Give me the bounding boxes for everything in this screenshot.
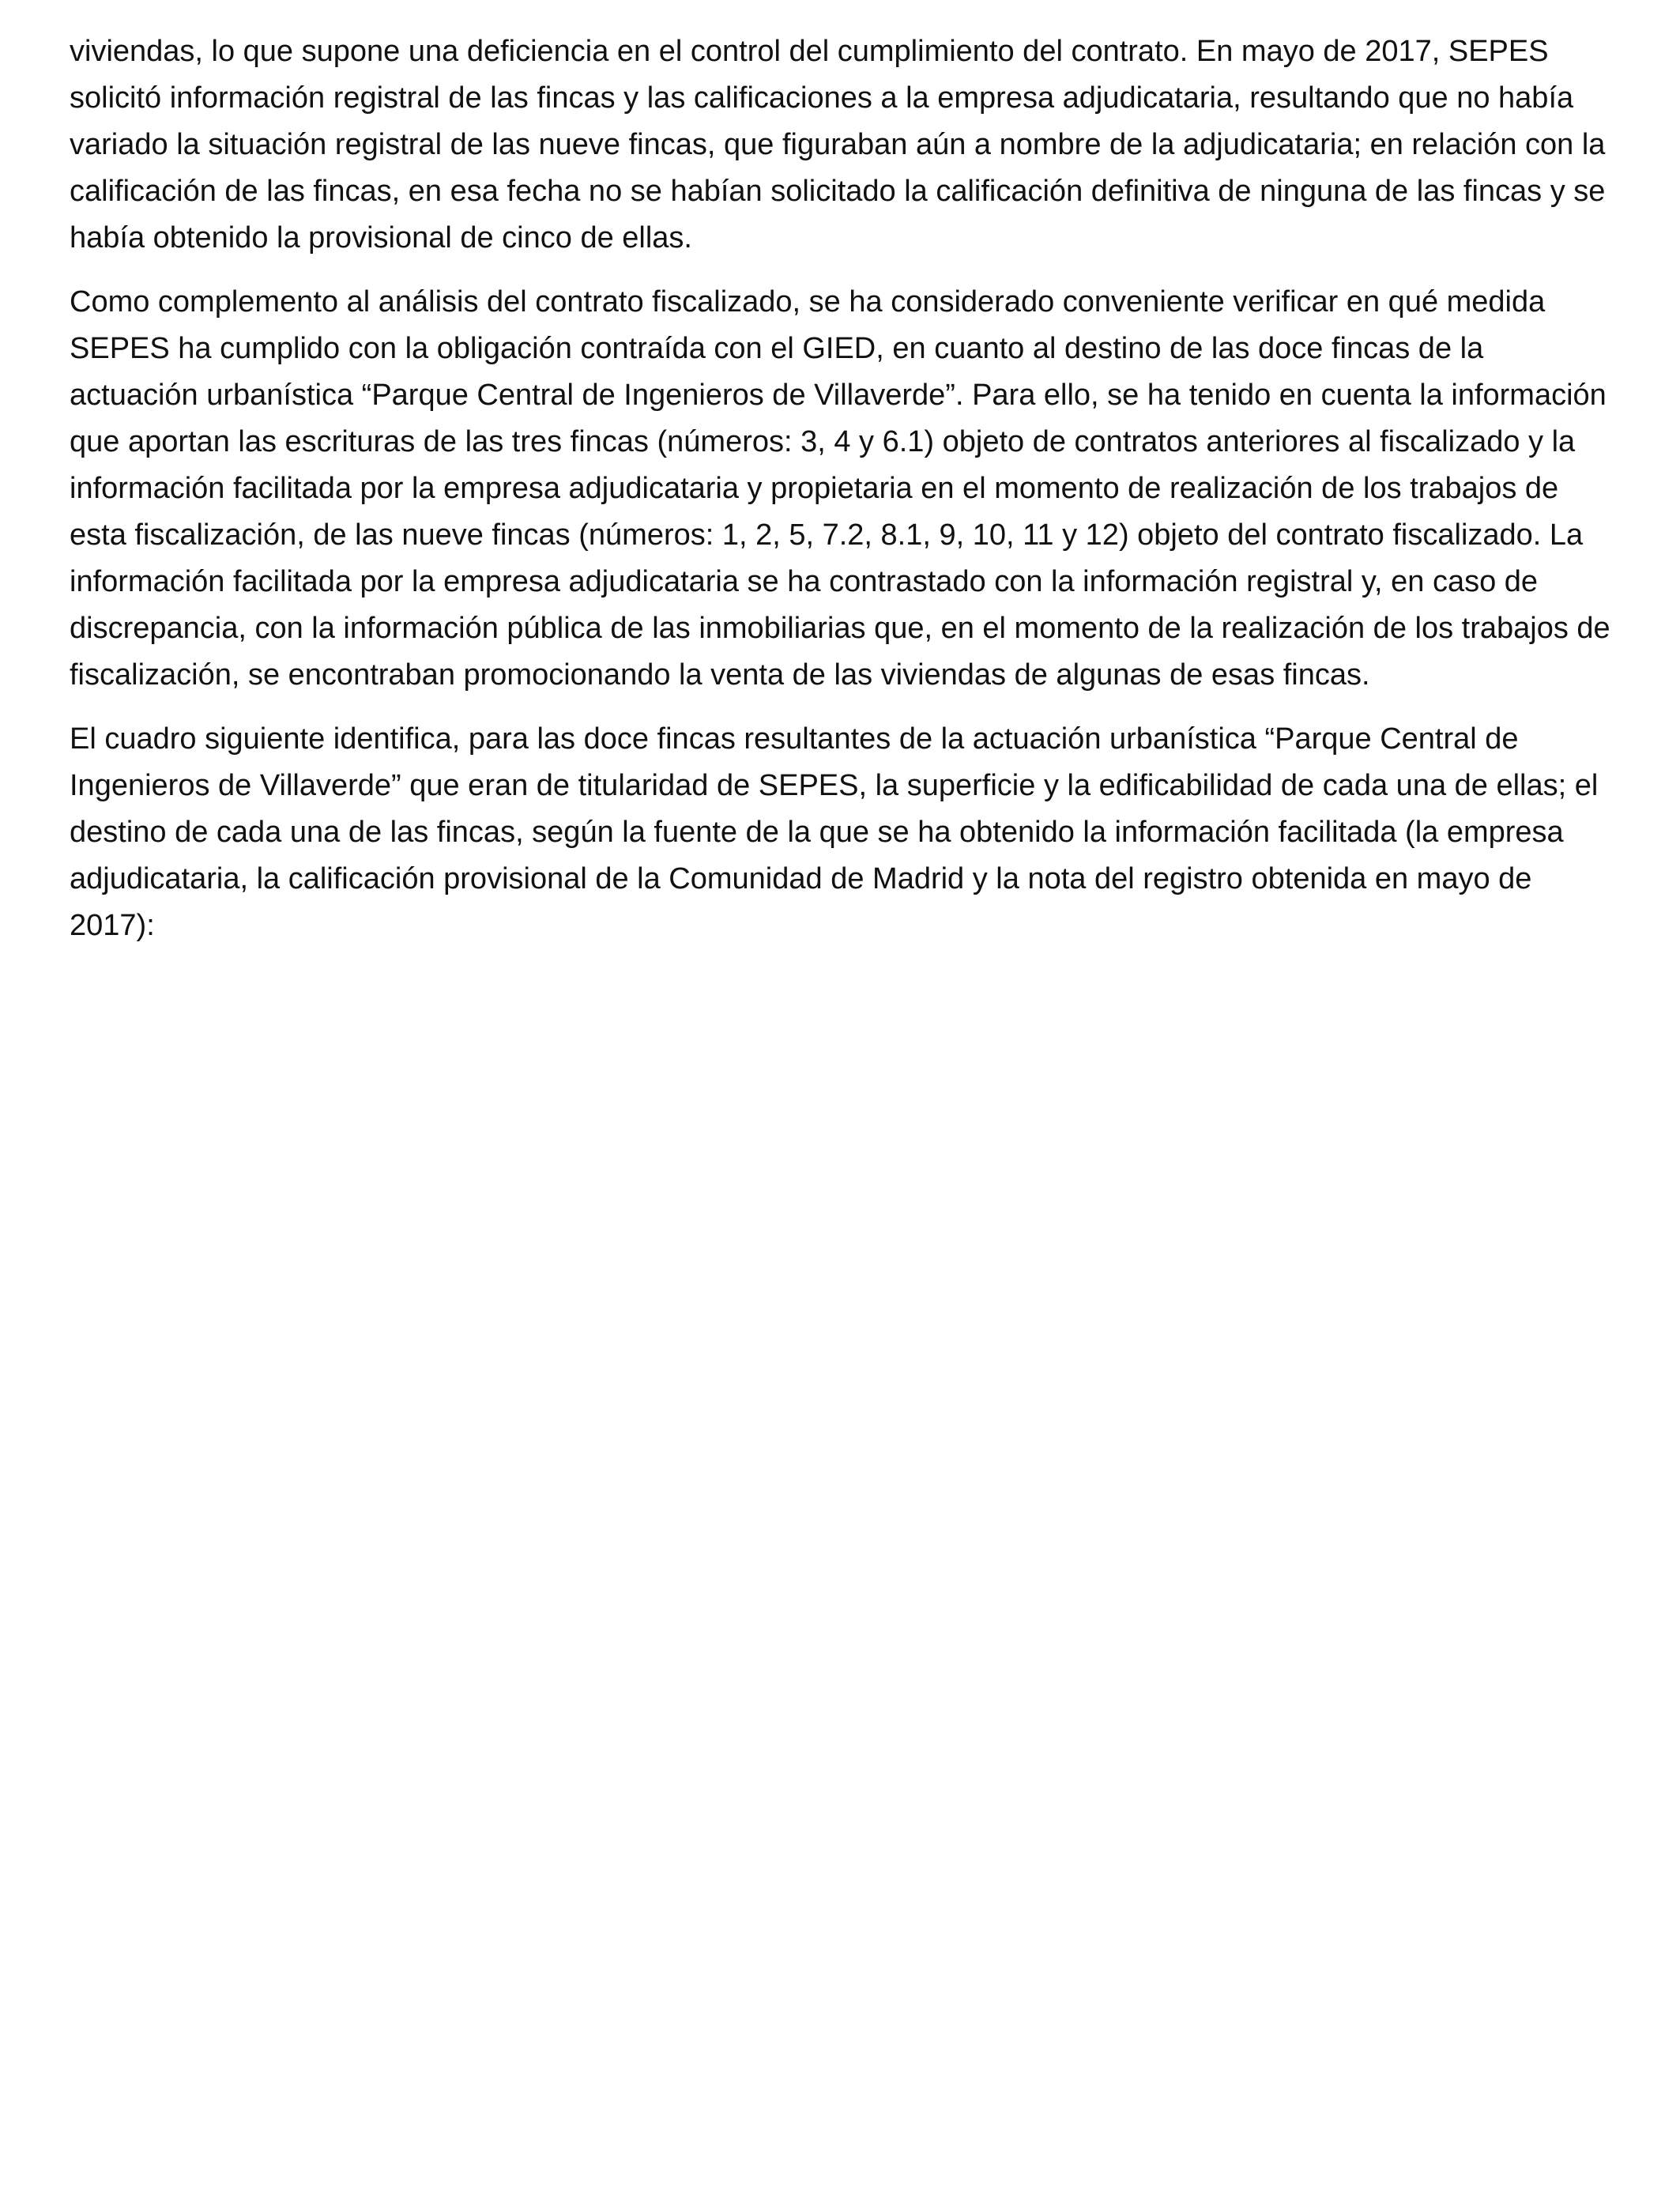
paragraph-contract-deficiency: viviendas, lo que supone una deficiencia en el control del cumplimiento del contrato. En mayo de 2017, SEPES solicitó información registral de las fincas y las calificaciones a la empresa adjudicataria, resultando que no había variado la situación registral de las nueve fincas, que figuraban aún a nombre de la adjudicataria; en relación con la calificación de las fincas, en esa fecha no se habían solicitado la calificación definitiva de ninguna de las fincas y se había obtenido la provisional de cinco de ellas. bbox=[70, 35, 1606, 254]
paragraph-complement-analysis: Como complemento al análisis del contrato fiscalizado, se ha considerado conveniente verificar en qué medida SEPES ha cumplido con la obligación contraída con el GIED, en cuanto al destino de las doce fincas de la actuación urbanística “Parque Central de Ingenieros de Villaverde”. Para ello, se ha tenido en cuenta la información que aportan las escrituras de las tres fincas (números: 3, 4 y 6.1) objeto de contratos anteriores al fiscalizado y la información facilitada por la empresa adjudicataria y propietaria en el momento de realización de los trabajos de esta fiscalización, de las nueve fincas (números: 1, 2, 5, 7.2, 8.1, 9, 10, 11 y 12) objeto del contrato fiscalizado. La información facilitada por la empresa adjudicataria se ha contrastado con la información registral y, en caso de discrepancia, con la información pública de las inmobiliarias que, en el momento de la realización de los trabajos de fiscalización, se encontraban promocionando la venta de las viviendas de algunas de esas fincas. bbox=[70, 285, 1610, 692]
paragraph-table-introduction: El cuadro siguiente identifica, para las doce fincas resultantes de la actuación urbanística “Parque Central de Ingenieros de Villaverde” que eran de titularidad de SEPES, la superficie y la edificabilidad de cada una de ellas; el destino de cada una de las fincas, según la fuente de la que se ha obtenido la información facilitada (la empresa adjudicataria, la calificación provisional de la Comunidad de Madrid y la nota del registro obtenida en mayo de 2017): bbox=[70, 722, 1599, 942]
document-body bbox=[70, 28, 1618, 967]
